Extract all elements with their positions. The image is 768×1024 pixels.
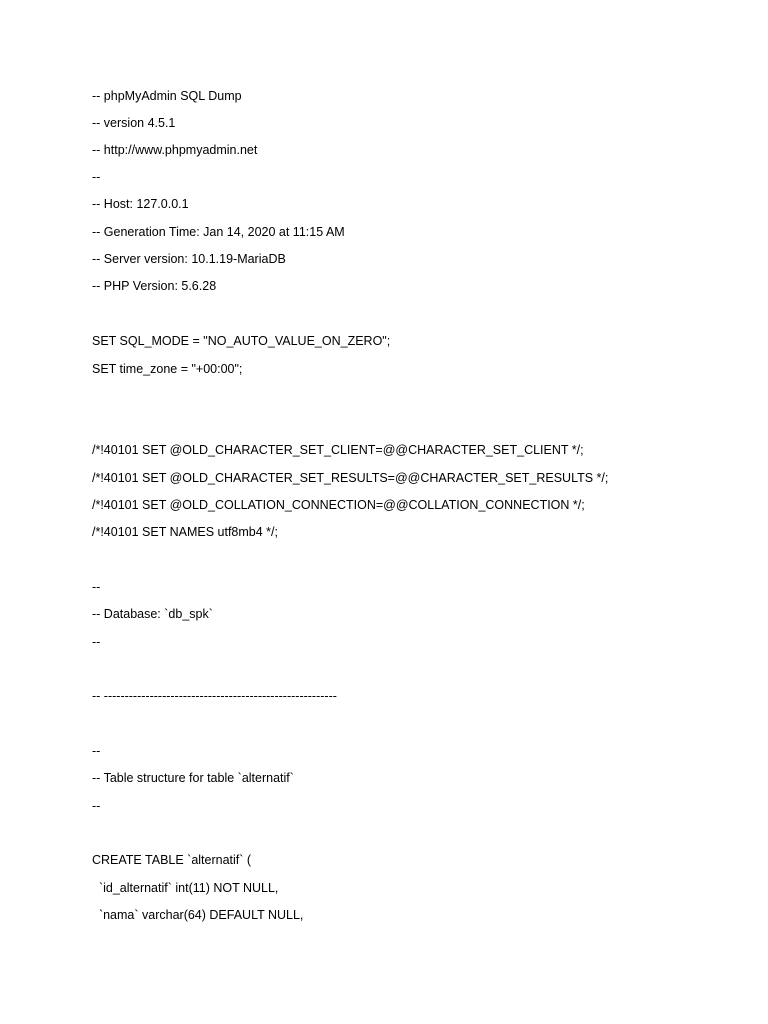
- collation-line: /*!40101 SET @OLD_COLLATION_CONNECTION=@@COLLATION_CONNECTION */;: [92, 498, 585, 512]
- time-zone-line: SET time_zone = "+00:00";: [92, 362, 243, 376]
- server-version-line: -- Server version: 10.1.19-MariaDB: [92, 252, 286, 266]
- sql-mode-line: SET SQL_MODE = "NO_AUTO_VALUE_ON_ZERO";: [92, 334, 391, 348]
- comment-line: --: [92, 635, 101, 649]
- comment-line: --: [92, 580, 101, 594]
- table-structure-line: -- Table structure for table `alternatif`: [92, 771, 294, 785]
- comment-line: --: [92, 170, 101, 184]
- column-nama-line: `nama` varchar(64) DEFAULT NULL,: [92, 908, 304, 922]
- separator-line: -- --------------------------------------------------------: [92, 689, 337, 703]
- charset-results-line: /*!40101 SET @OLD_CHARACTER_SET_RESULTS=@@CHARACTER_SET_RESULTS */;: [92, 471, 609, 485]
- dump-header-line: -- phpMyAdmin SQL Dump: [92, 89, 242, 103]
- php-version-line: -- PHP Version: 5.6.28: [92, 279, 217, 293]
- comment-line: --: [92, 799, 101, 813]
- host-line: -- Host: 127.0.0.1: [92, 197, 189, 211]
- generation-time-line: -- Generation Time: Jan 14, 2020 at 11:15 AM: [92, 225, 345, 239]
- database-line: -- Database: `db_spk`: [92, 607, 213, 621]
- set-names-line: /*!40101 SET NAMES utf8mb4 */;: [92, 525, 278, 539]
- comment-line: --: [92, 744, 101, 758]
- create-table-line: CREATE TABLE `alternatif` (: [92, 853, 252, 867]
- version-line: -- version 4.5.1: [92, 116, 176, 130]
- column-id-line: `id_alternatif` int(11) NOT NULL,: [92, 881, 279, 895]
- charset-client-line: /*!40101 SET @OLD_CHARACTER_SET_CLIENT=@@CHARACTER_SET_CLIENT */;: [92, 443, 584, 457]
- url-line: -- http://www.phpmyadmin.net: [92, 143, 258, 157]
